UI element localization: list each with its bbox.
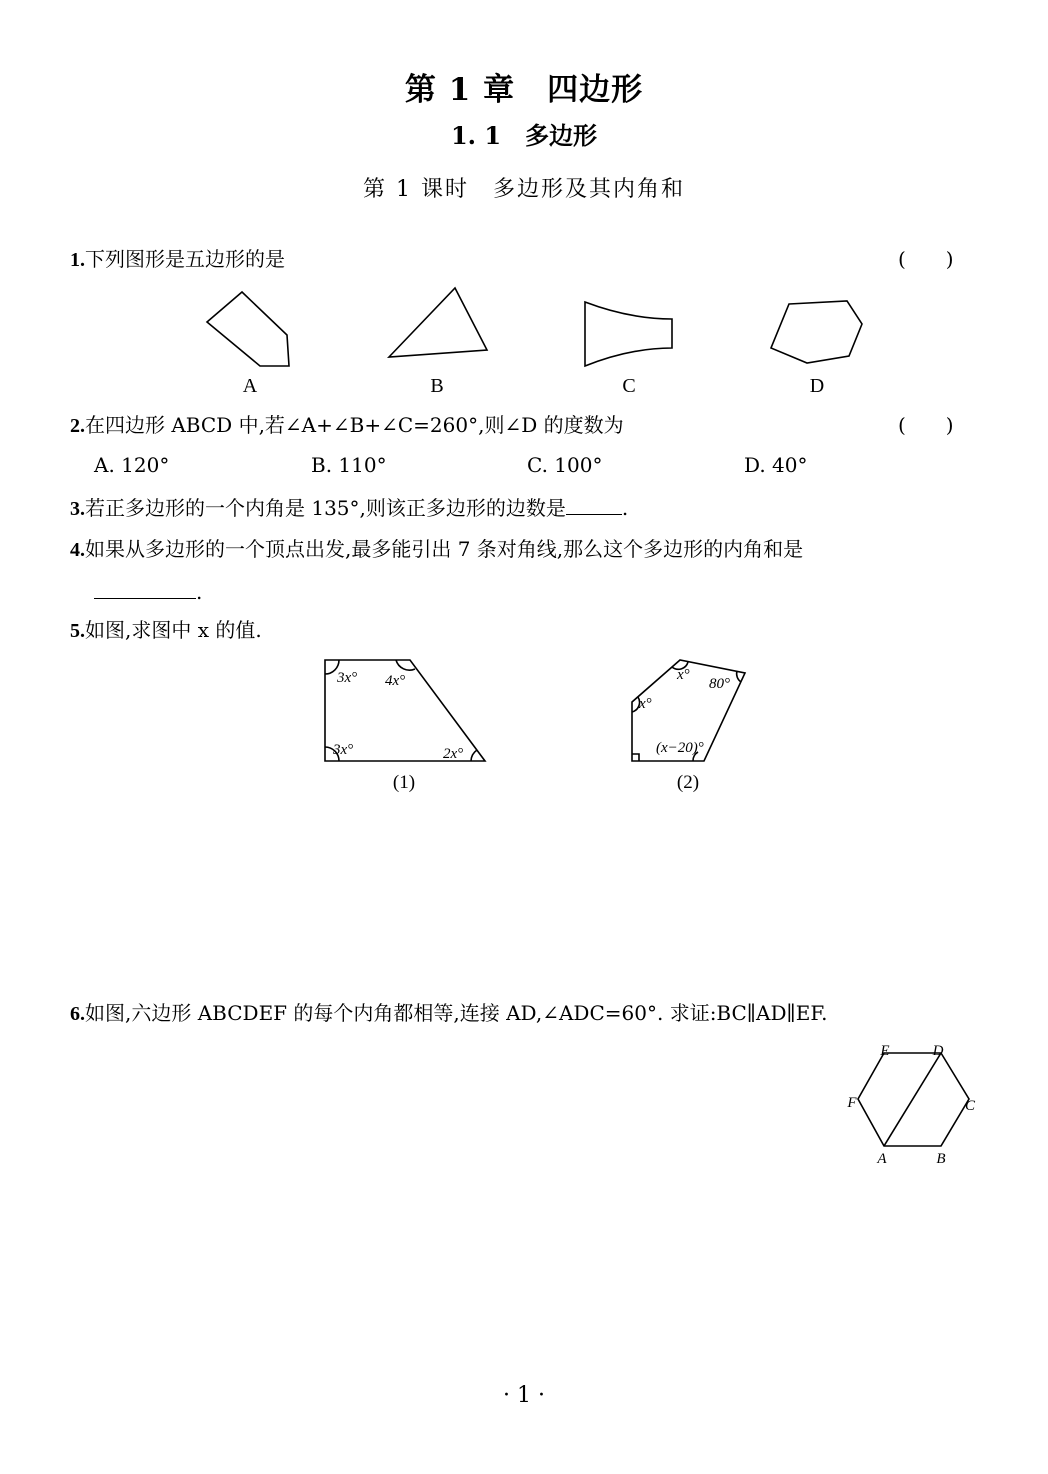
question-text: 下列图形是五边形的是 [85,247,285,271]
label-b: B [430,375,444,397]
angle-label: 3x° [333,742,354,758]
diagonal-ad [884,1053,941,1146]
label-d: D [809,375,825,397]
question-text: 如图,求图中 x 的值. [85,618,262,642]
option-d: D. 40° [744,453,808,477]
question-number: 4. [70,539,85,561]
label-c: C [622,375,636,397]
angle-label: 80° [709,676,730,692]
question-4 [70,537,803,562]
answer-paren: ( ) [898,413,954,437]
vertex-label: F [847,1095,857,1111]
shape-d [771,301,862,363]
question-1 [70,247,285,272]
period: . [196,580,203,604]
answer-paren: ( ) [898,247,954,271]
label-a: A [242,375,258,397]
option-c: C. 100° [527,453,603,477]
figure-caption: (2) [676,772,700,793]
angle-label: x° [677,667,690,683]
page-number: · 1 · [503,1383,545,1408]
angle-label: 2x° [443,746,464,762]
question-text: 如图,六边形 ABCDEF 的每个内角都相等,连接 AD,∠ADC=60°. 求证:BC∥AD∥EF. [85,1001,828,1025]
vertex-label: C [964,1098,976,1114]
question-3 [70,496,628,521]
answer-blank[interactable] [94,580,196,599]
question-number: 3. [70,498,85,520]
shape-c [585,302,672,366]
vertex-label: B [936,1151,946,1167]
vertex-label: A [877,1151,887,1167]
option-b: B. 110° [311,453,387,477]
option-a: A. 120° [94,453,170,477]
q1-figures [180,282,900,398]
chapter-title: 第 1 章 四边形 [404,72,644,108]
question-number: 1. [70,249,85,271]
question-5 [70,618,262,643]
question-number: 6. [70,1003,85,1025]
question-text: 在四边形 ABCD 中,若∠A+∠B+∠C=260°,则∠D 的度数为 [85,413,624,437]
section-title: 1. 1 多边形 [450,121,598,150]
lesson-title: 第 1 课时 多边形及其内角和 [363,177,685,202]
question-4-answer-line [94,580,202,604]
shape-a [207,292,289,366]
q5-figures [300,650,780,795]
q6-hexagon-figure [838,1036,988,1171]
vertex-label: E [880,1043,890,1059]
shape-b [389,288,487,357]
hexagon [858,1053,969,1146]
angle-label: 4x° [385,673,406,689]
question-number: 5. [70,620,85,642]
question-6 [70,1001,827,1026]
period: . [621,496,629,520]
answer-blank[interactable] [566,496,622,515]
question-text: 若正多边形的一个内角是 135°,则该正多边形的边数是 [85,496,566,520]
question-2 [70,413,624,438]
angle-label: (x−20)° [656,740,704,756]
question-number: 2. [70,415,85,437]
vertex-label: D [932,1043,944,1059]
angle-label: x° [639,696,652,712]
question-text: 如果从多边形的一个顶点出发,最多能引出 7 条对角线,那么这个多边形的内角和是 [85,537,804,561]
figure-caption: (1) [392,772,416,793]
angle-label: 3x° [337,670,358,686]
